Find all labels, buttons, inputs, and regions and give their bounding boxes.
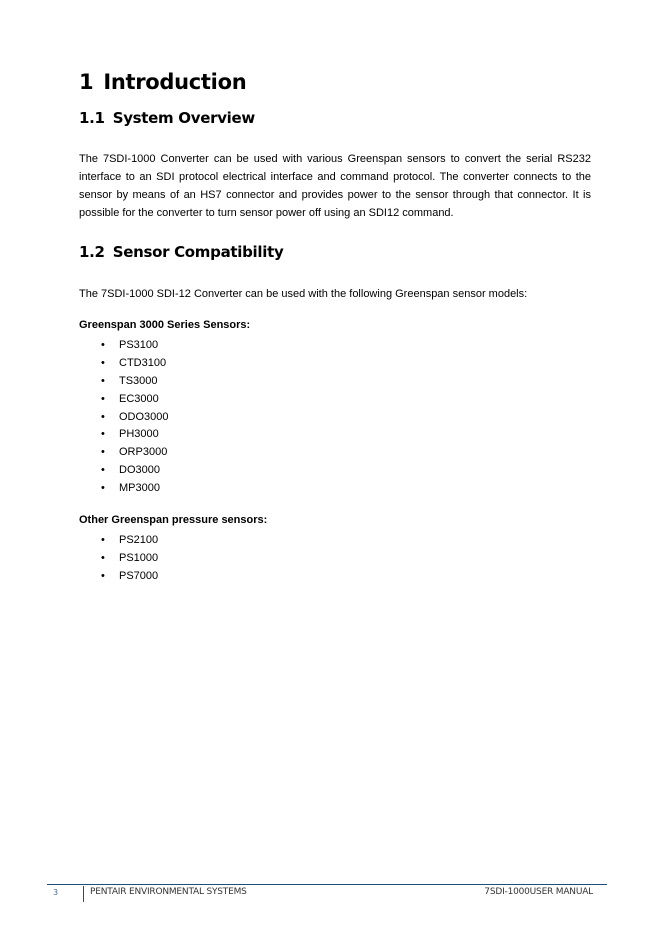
compatibility-intro-paragraph: The 7SDI-1000 SDI-12 Converter can be used with the following Greenspan sensor models: [79, 288, 528, 300]
sensor-model: ORP3000 [119, 446, 168, 459]
bullet-icon: • [101, 428, 105, 441]
group-title-3000-series: Greenspan 3000 Series Sensors: [79, 319, 251, 331]
section-1-title: Introduction [103, 70, 247, 94]
section-1-1-number: 1.1 [79, 109, 105, 127]
sensor-model: TS3000 [119, 374, 158, 387]
bullet-icon: • [101, 569, 105, 582]
sensor-model: PS7000 [119, 569, 159, 582]
sensor-model: CTD3100 [119, 356, 167, 369]
sensor-model: PS3100 [119, 339, 159, 351]
sensor-model: EC3000 [119, 392, 159, 405]
bullet-icon: • [101, 374, 105, 387]
footer-separator [83, 886, 84, 902]
sensor-model: MP3000 [119, 482, 160, 495]
bullet-icon: • [101, 464, 105, 477]
bullet-icon: • [101, 482, 105, 495]
sensor-model: PS1000 [119, 551, 159, 564]
sensor-model: ODO3000 [119, 410, 169, 423]
page-number: 3 [53, 888, 59, 897]
sensor-model: PS2100 [119, 534, 159, 546]
section-1-number: 1 [79, 70, 94, 94]
section-1-2-number: 1.2 [79, 243, 105, 261]
section-1-2-heading [79, 243, 283, 261]
bullet-icon: • [101, 392, 105, 405]
section-1-heading [79, 70, 246, 94]
system-overview-paragraph: The 7SDI-1000 Converter can be used with various Greenspan sensors to convert the serial RS232 interface to an SDI protocol electrical interface and command protocol. The converter connects to the sensor by means of an HS7 connector and provides power to the sensor through that connector. It is possible for the converter to turn sensor power off using an SDI12 command. [79, 153, 591, 219]
bullet-icon: • [101, 446, 105, 459]
section-1-1-heading [79, 109, 255, 127]
bullet-icon: • [101, 534, 105, 546]
sensor-model: DO3000 [119, 464, 160, 477]
bullet-icon: • [101, 410, 105, 423]
bullet-icon: • [101, 551, 105, 564]
sensor-model: PH3000 [119, 428, 159, 441]
bullet-icon: • [101, 339, 105, 351]
group-title-other-pressure: Other Greenspan pressure sensors: [79, 514, 268, 526]
footer-company-name: PENTAIR ENVIRONMENTAL SYSTEMS [90, 887, 247, 897]
bullet-icon: • [101, 356, 105, 369]
section-1-1-title: System Overview [112, 109, 255, 127]
section-1-2-title: Sensor Compatibility [112, 243, 284, 261]
footer-manual-title: 7SDI-1000USER MANUAL [484, 887, 593, 897]
footer-rule [47, 884, 607, 885]
